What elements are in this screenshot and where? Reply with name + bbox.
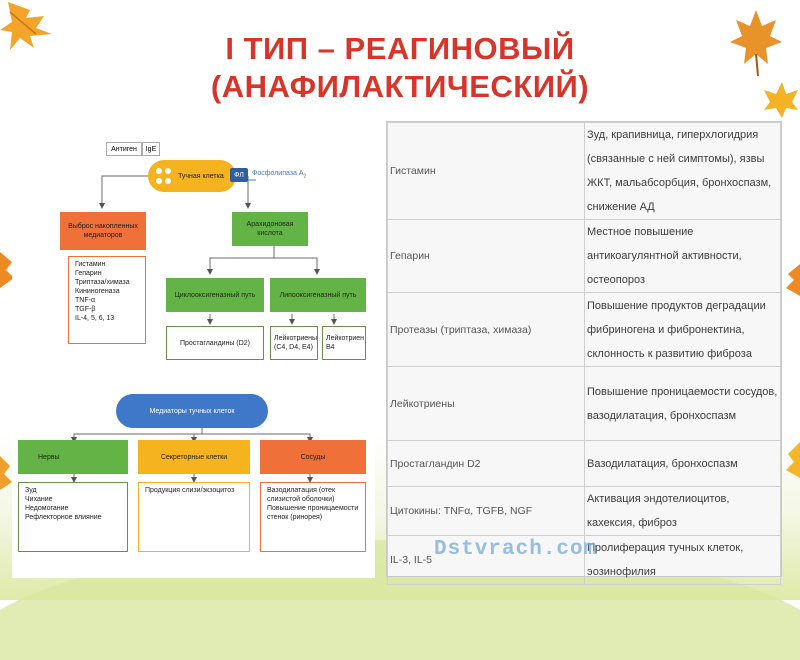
release-item: IL-4, 5, 6, 13 xyxy=(75,315,115,322)
release-item: Кининогеназа xyxy=(75,288,120,295)
vessels-item: Вазодилатация (отек слизистой оболочки) xyxy=(267,487,336,503)
nerves-box: Нервы xyxy=(18,440,128,474)
release-item: TNF-α xyxy=(75,297,95,304)
maple-leaf-icon xyxy=(0,452,12,492)
lipoxygenase-box: Липооксигеназный путь xyxy=(270,278,366,312)
nerves-item: Чихание xyxy=(25,496,53,503)
release-item: Гепарин xyxy=(75,270,102,277)
release-item: Триптаза/химаза xyxy=(75,279,130,286)
title-line-1: I ТИП – РЕАГИНОВЫЙ xyxy=(225,31,575,66)
mediator-effect-cell: Зуд, крапивница, гиперхлогидрия (связанные с ней симптомы), язвы ЖКТ, мальабсорбция, бронхоспазм, снижение АД xyxy=(585,123,781,220)
mediator-effect-cell: Пролиферация тучных клеток, эозинофилия xyxy=(585,536,781,585)
release-item: Гистамин xyxy=(75,261,106,268)
phospholipase-text: Фосфолипаза А xyxy=(252,170,304,177)
mast-cell-scheme xyxy=(12,128,375,578)
granules-icon xyxy=(154,165,174,187)
nerves-item: Зуд xyxy=(25,487,37,494)
secretory-item: Продукция слизи/экзоцитоз xyxy=(145,487,235,494)
release-item: TGF-β xyxy=(75,306,96,313)
mediators-table-grid xyxy=(387,122,781,585)
mast-cell-label: Тучная клетка xyxy=(178,172,224,180)
vessels-box: Сосуды xyxy=(260,440,366,474)
phospholipase-label xyxy=(252,170,306,179)
table-row xyxy=(388,220,781,293)
mediator-name-cell: Лейкотриены xyxy=(388,367,585,441)
mediators-box: Медиаторы тучных клеток xyxy=(116,394,268,428)
antigen-label: Антиген xyxy=(106,142,142,156)
mast-cell-node xyxy=(148,160,236,192)
vessels-items-list xyxy=(260,482,366,552)
maple-leaf-icon xyxy=(784,262,800,298)
maple-leaf-icon xyxy=(786,440,800,480)
prostaglandins-box: Простагландины (D2) xyxy=(166,326,264,360)
nerves-items-list xyxy=(18,482,128,552)
maple-leaf-icon xyxy=(0,0,70,55)
maple-leaf-icon xyxy=(762,80,800,120)
mediators-table xyxy=(386,121,782,577)
mediator-effect-cell: Повышение продуктов деградации фибриногена и фибронектина, склонность к развитию фиброза xyxy=(585,293,781,367)
nerves-items xyxy=(25,486,102,522)
table-row xyxy=(388,441,781,487)
phospholipase-subscript: 2 xyxy=(303,173,307,180)
arachidonic-acid-box: Арахидоновая кислота xyxy=(232,212,308,246)
mediator-name-cell: Гистамин xyxy=(388,123,585,220)
mediator-effect-cell: Вазодилатация, бронхоспазм xyxy=(585,441,781,487)
secretory-items-list xyxy=(138,482,250,552)
mediator-name-cell: IL-3, IL-5 xyxy=(388,536,585,585)
vessels-item: Повышение проницаемости стенок (ринорея) xyxy=(267,505,359,521)
mediator-name-cell: Протеазы (триптаза, химаза) xyxy=(388,293,585,367)
mediator-effect-cell: Активация эндотелиоцитов, кахексия, фиброз xyxy=(585,487,781,536)
mediator-effect-cell: Повышение проницаемости сосудов, вазодилатация, бронхоспазм xyxy=(585,367,781,441)
table-row xyxy=(388,487,781,536)
title-line-2: (АНАФИЛАКТИЧЕСКИЙ) xyxy=(210,69,590,104)
release-mediators-box: Выброс накопленных медиаторов xyxy=(60,212,146,250)
table-row xyxy=(388,293,781,367)
mediator-name-cell: Простагландин D2 xyxy=(388,441,585,487)
ige-label: IgE xyxy=(142,142,160,156)
table-row xyxy=(388,367,781,441)
mediator-name-cell: Цитокины: TNFα, TGFB, NGF xyxy=(388,487,585,536)
fl-label: ФЛ xyxy=(230,168,248,182)
leukotriene-b-box: Лейкотриен B4 xyxy=(322,326,366,360)
table-row xyxy=(388,123,781,220)
slide-title xyxy=(150,30,650,106)
nerves-item: Недомогание xyxy=(25,505,69,512)
secretory-cells-box: Секреторные клетки xyxy=(138,440,250,474)
nerves-item: Рефлекторное влияние xyxy=(25,514,102,521)
release-items-list xyxy=(68,256,146,344)
vessels-items xyxy=(267,486,359,522)
watermark: Dstvrach.com xyxy=(434,538,598,561)
maple-leaf-icon xyxy=(728,8,783,78)
mediator-name-cell: Гепарин xyxy=(388,220,585,293)
cyclooxygenase-box: Циклооксигеназный путь xyxy=(166,278,264,312)
leukotrienes-cde-box: Лейкотриены (C4, D4, E4) xyxy=(270,326,318,360)
release-items xyxy=(75,260,130,323)
mediator-effect-cell: Местное повышение антикоагулянтной активности, остеопороз xyxy=(585,220,781,293)
secretory-items xyxy=(145,486,234,495)
